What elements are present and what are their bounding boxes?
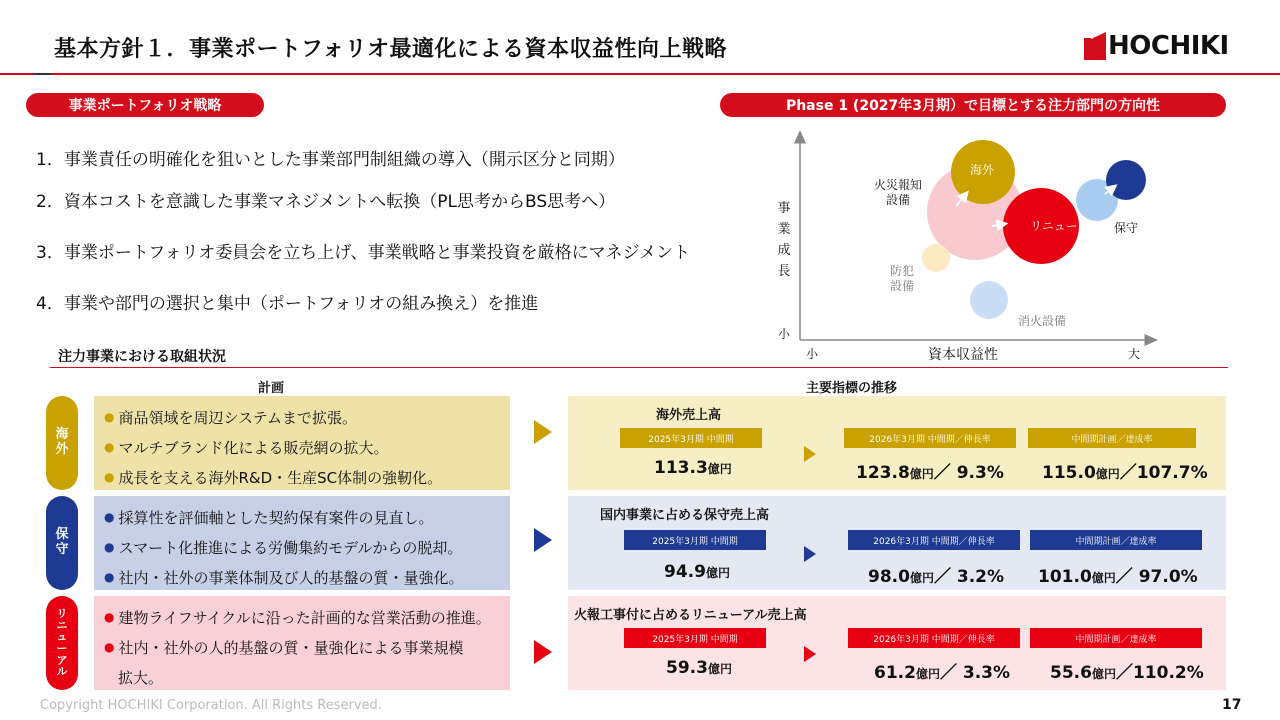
bubble-label-fire-extinguishing: 消火設備 [1018,314,1067,328]
metric-label-prev: 2025年3月期 中間期 [624,628,766,648]
metric-title: 火報工事付に占めるリニューアル売上高 [574,608,807,623]
badge-renewal: リニューアル [46,596,78,690]
metric-value-prev: 94.9億円 [664,562,730,582]
title-divider-accent [34,73,52,75]
hochiki-logo-mark-icon [1084,32,1106,60]
x-axis-label: 資本収益性 [928,347,998,363]
bubble-chart-svg [760,130,1160,370]
arrow-right-small-icon [804,546,816,562]
metric-title: 国内事業に占める保守売上高 [600,508,770,523]
section-divider [50,367,1228,368]
metric-label-prev: 2025年3月期 中間期 [620,428,762,448]
policy-item-4: 4．事業や部門の選択と集中（ポートフォリオの組み換え）を推進 [36,294,539,314]
arrow-right-icon [534,420,552,444]
policy-item-3: 3．事業ポートフォリオ委員会を立ち上げ、事業戦略と事業投資を厳格にマネジメント [36,243,691,263]
metric-value-plan: 55.6億円／110.2% [1050,663,1204,683]
metric-value-current: 123.8億円／ 9.3% [856,463,1004,483]
metric-title: 海外売上高 [656,408,722,423]
plan-column-header: 計画 [258,381,285,396]
plan-item: ● 成長を支える海外R&D・生産SC体制の強靭化。 [104,468,443,487]
title-divider [0,73,1280,75]
copyright-footer: Copyright HOCHIKI Corporation. All Rights Reserved. [40,698,382,713]
policy-item-1: 1．事業責任の明確化を狙いとした事業部門制組織の導入（開示区分と同期） [36,150,625,170]
metric-label-plan: 中間期計画／達成率 [1028,428,1196,448]
metric-label-current: 2026年3月期 中間期／伸長率 [848,530,1020,550]
metric-value-current: 98.0億円／ 3.2% [868,567,1005,587]
metric-label-plan: 中間期計画／達成率 [1030,628,1202,648]
bubble-crime-prevention [922,244,950,272]
plan-box-maintenance [94,496,510,590]
logo-text: HOCHIKI [1108,31,1229,61]
x-axis-low-label: 小 [806,347,819,361]
badge-maintenance: 保守 [46,496,78,590]
metric-label-current: 2026年3月期 中間期／伸長率 [844,428,1016,448]
metric-label-plan: 中間期計画／達成率 [1030,530,1202,550]
hochiki-logo [1084,32,1229,60]
bubble-label-crime-prevention: 防犯設備 [889,264,914,293]
policy-item-2: 2．資本コストを意識した事業マネジメントへ転換（PL思考からBS思考へ） [36,192,616,212]
y-axis-low-label: 小 [778,327,791,341]
phase1-direction-pill: Phase 1 (2027年3月期）で目標とする注力部門の方向性 [720,93,1226,117]
metric-value-plan: 101.0億円／ 97.0% [1038,567,1198,587]
portfolio-strategy-pill: 事業ポートフォリオ戦略 [26,93,264,117]
metric-box-overseas [568,396,1226,490]
page-title: 基本方針１．事業ポートフォリオ最適化による資本収益性向上戦略 [54,37,728,62]
plan-item: ● スマート化推進による労働集約モデルからの脱却。 [104,538,463,557]
bubble-label-maintenance: 保守 [1114,221,1139,235]
metric-value-prev: 59.3億円 [666,658,732,678]
arrow-right-small-icon [804,646,816,662]
plan-item: ● 商品領域を周辺システムまで拡張。 [104,408,357,427]
x-axis-high-label: 大 [1128,347,1141,361]
portfolio-bubble-chart [760,130,1160,370]
plan-item: 拡大。 [118,668,164,687]
metric-box-renewal [568,596,1226,690]
plan-box-overseas [94,396,510,490]
metric-label-prev: 2025年3月期 中間期 [624,530,766,550]
metric-box-maintenance [568,496,1226,590]
plan-item: ● 社内・社外の人的基盤の質・量強化による事業規模 [104,638,464,657]
page-number: 17 [1222,697,1242,713]
bubble-fire-extinguishing [970,281,1008,319]
plan-box-renewal [94,596,510,690]
bubble-label-renewal: リニューアル [1030,219,1101,233]
badge-overseas: 海外 [46,396,78,490]
arrow-right-icon [534,528,552,552]
focus-business-section-title: 注力事業における取組状況 [58,349,226,365]
arrow-right-icon [534,640,552,664]
bubble-label-fire-alarm: 火災報知設備 [873,178,922,207]
metrics-column-header: 主要指標の推移 [806,381,898,396]
metric-label-current: 2026年3月期 中間期／伸長率 [848,628,1020,648]
y-axis-label: 事業成長 [777,201,791,279]
bubble-label-overseas: 海外 [970,163,995,177]
metric-value-plan: 115.0億円／107.7% [1042,463,1208,483]
metric-value-prev: 113.3億円 [654,458,732,478]
arrow-right-small-icon [804,446,816,462]
plan-item: ● 採算性を評価軸とした契約保有案件の見直し。 [104,508,434,527]
plan-item: ● 建物ライフサイクルに沿った計画的な営業活動の推進。 [104,608,491,627]
metric-value-current: 61.2億円／ 3.3% [874,663,1011,683]
plan-item: ● 社内・社外の事業体制及び人的基盤の質・量強化。 [104,568,464,587]
bubble-maintenance [1106,160,1146,200]
plan-item: ● マルチブランド化による販売網の拡大。 [104,438,389,457]
